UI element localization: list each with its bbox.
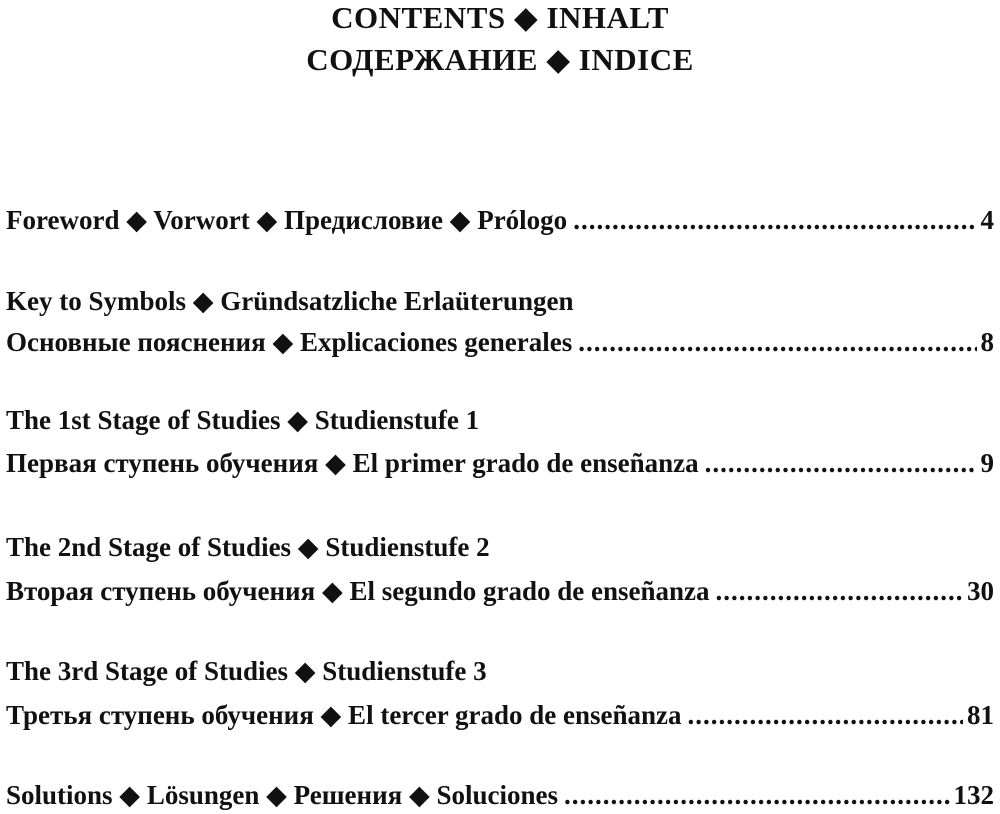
toc-page-number: 132 — [953, 780, 994, 810]
toc-entry-stage-3-line-1: The 3rd Stage of Studies ◆ Studienstufe 3 — [6, 656, 487, 686]
leader-dots — [564, 778, 949, 812]
toc-page-number: 4 — [980, 205, 994, 235]
toc-entry-text: Первая ступень обучения ◆ El primer grado de enseñanza — [6, 448, 699, 478]
toc-entry-text: Вторая ступень обучения ◆ El segundo grado de enseñanza — [6, 576, 710, 606]
toc-page-number: 8 — [980, 327, 994, 357]
toc-entry-key-to-symbols-line-1: Key to Symbols ◆ Gründsatzliche Erlaüterungen — [6, 286, 574, 316]
toc-entry-key-to-symbols[interactable] — [6, 325, 994, 359]
toc-entry-stage-1-line-1: The 1st Stage of Studies ◆ Studienstufe 1 — [6, 405, 480, 435]
title-line-1: CONTENTS ◆ INHALT — [331, 0, 669, 35]
toc-entry-stage-2-line-1: The 2nd Stage of Studies ◆ Studienstufe 2 — [6, 532, 490, 562]
toc-entry-foreword[interactable] — [6, 203, 994, 237]
toc-page-number: 81 — [967, 700, 994, 730]
toc-entry-stage-1[interactable] — [6, 446, 994, 480]
toc-page-number: 30 — [967, 576, 994, 606]
leader-dots — [688, 698, 963, 732]
toc-page-number: 9 — [980, 448, 994, 478]
toc-entry-solutions[interactable] — [6, 778, 994, 812]
leader-dots — [578, 325, 976, 359]
toc-entry-text: Третья ступень обучения ◆ El tercer grado de enseñanza — [6, 700, 682, 730]
toc-entry-stage-3[interactable] — [6, 698, 994, 732]
leader-dots — [705, 446, 977, 480]
toc-entry-text: Solutions ◆ Lösungen ◆ Решения ◆ Soluciones — [6, 780, 559, 810]
leader-dots — [573, 203, 976, 237]
toc-entry-stage-2[interactable] — [6, 574, 994, 608]
leader-dots — [716, 574, 963, 608]
title-line-2: СОДЕРЖАНИЕ ◆ INDICE — [306, 42, 694, 77]
toc-entry-text: Основные пояснения ◆ Explicaciones generales — [6, 327, 573, 357]
toc-entry-text: Foreword ◆ Vorwort ◆ Предисловие ◆ Prólogo — [6, 205, 568, 235]
